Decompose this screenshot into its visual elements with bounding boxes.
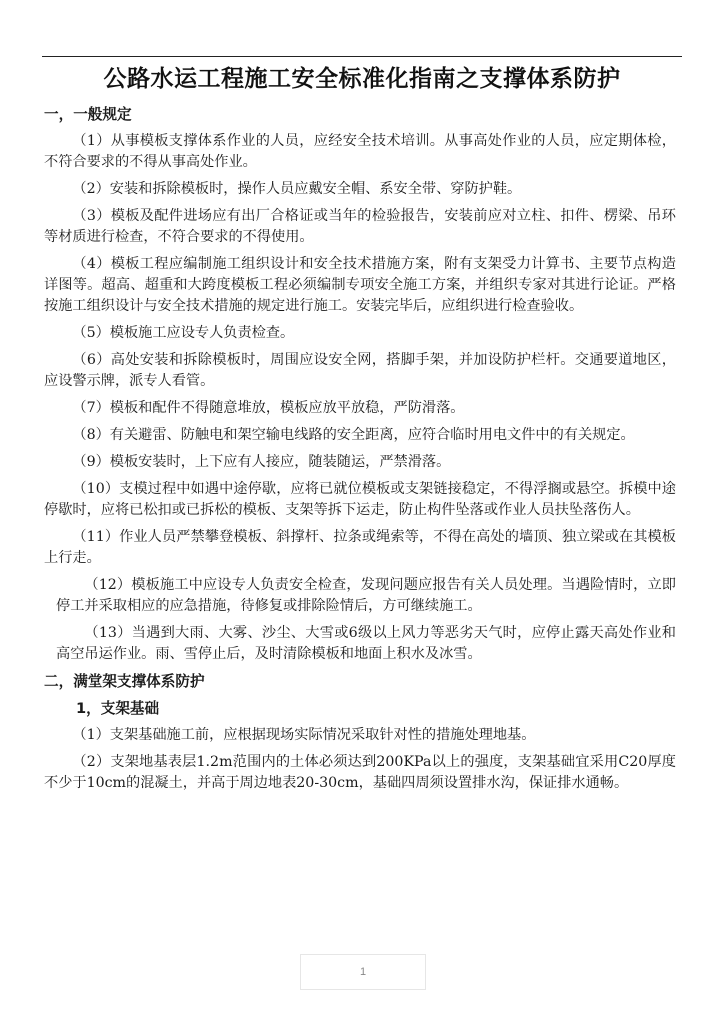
paragraph: （12）模板施工中应设专人负责安全检查，发现问题应报告有关人员处理。当遇险情时，立即停工并采取相应的应急措施，待修复或排除险情后，方可继续施工。 <box>56 577 676 614</box>
paragraph: （10）支模过程中如遇中途停歇，应将已就位模板或支架链接稳定，不得浮搁或悬空。拆模中途停歇时，应将已松扣或已拆松的模板、支架等拆下运走，防止构件坠落或作业人员扶坠落伤人。 <box>44 481 676 518</box>
section-heading: 一，一般规定 <box>44 106 132 123</box>
paragraph: （8）有关避雷、防触电和架空输电线路的安全距离，应符合临时用电文件中的有关规定。 <box>72 427 635 443</box>
page-number: 1 <box>300 954 426 990</box>
paragraph: （1）从事模板支撑体系作业的人员，应经安全技术培训。从事高处作业的人员，应定期体检，不符合要求的不得从事高处作业。 <box>44 133 676 170</box>
subsection-heading: 1，支架基础 <box>76 700 160 717</box>
paragraph: （7）模板和配件不得随意堆放，模板应放平放稳，严防滑落。 <box>72 400 465 416</box>
paragraph: （2）安装和拆除模板时，操作人员应戴安全帽、系安全带、穿防护鞋。 <box>72 181 522 197</box>
paragraph: （4）模板工程应编制施工组织设计和安全技术措施方案，附有支架受力计算书、主要节点构造详图等。超高、超重和大跨度模板工程必须编制专项安全施工方案，并组织专家对其进行论证。严格按施工组织设计与安全技术措施的规定进行施工。安装完毕后，应组织进行检查验收。 <box>44 256 676 314</box>
paragraph: （9）模板安装时，上下应有人接应，随装随运，严禁滑落。 <box>72 454 451 470</box>
paragraph: （1）支架基础施工前，应根据现场实际情况采取针对性的措施处理地基。 <box>72 727 536 743</box>
document-title: 公路水运工程施工安全标准化指南之支撑体系防护 <box>103 66 621 92</box>
paragraph: （11）作业人员严禁攀登模板、斜撑杆、拉条或绳索等，不得在高处的墙顶、独立梁或在其模板上行走。 <box>44 529 676 566</box>
document-body <box>44 102 676 800</box>
header-rule <box>42 56 682 57</box>
paragraph: （13）当遇到大雨、大雾、沙尘、大雪或6级以上风力等恶劣天气时，应停止露天高处作业和高空吊运作业。雨、雪停止后，及时清除模板和地面上积水及冰雪。 <box>56 625 676 662</box>
section-heading: 二，满堂架支撑体系防护 <box>44 673 205 690</box>
paragraph: （3）模板及配件进场应有出厂合格证或当年的检验报告，安装前应对立柱、扣件、楞梁、吊环等材质进行检查，不符合要求的不得使用。 <box>44 208 676 245</box>
paragraph: （6）高处安装和拆除模板时，周围应设安全网，搭脚手架，并加设防护栏杆。交通要道地区，应设警示牌，派专人看管。 <box>44 352 676 389</box>
paragraph: （5）模板施工应设专人负责检查。 <box>72 325 295 341</box>
paragraph: （2）支架地基表层1.2m范围内的土体必须达到200KPa以上的强度，支架基础宜采用C20厚度不少于10cm的混凝土，并高于周边地表20-30cm，基础四周须设置排水沟，保证排水通畅。 <box>44 754 676 791</box>
